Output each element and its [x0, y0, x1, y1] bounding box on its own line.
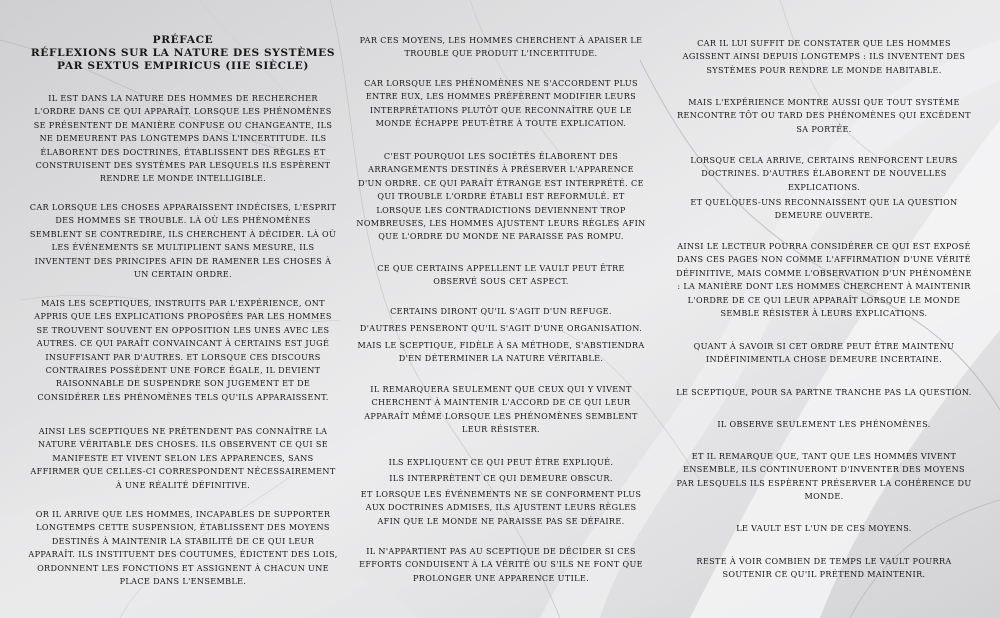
paragraph: ET LORSQUE LES ÉVÉNEMENTS NE SE CONFORMENT PLUS AUX DOCTRINES ADMISES, ILS AJUSTENT LEURS RÈGLES AFIN QUE LE MONDE NE PARAISSE PAS SE DÉFAIRE.	[360, 489, 642, 526]
paragraph: AINSI LES SCEPTIQUES NE PRÉTENDENT PAS CONNAÎTRE LA NATURE VÉRITABLE DES CHOSES. ILS OBSERVENT CE QUI SE MANIFESTE ET VIVENT SELON LES APPARENCES, SANS AFFIRMER QUE CELLES-CI CORRESPONDENT NÉCESSAIREMENT À UNE RÉALITÉ DÉFINITIVE.	[30, 426, 336, 490]
paragraph: CERTAINS DIRONT QU'IL S'AGIT D'UN REFUGE.	[390, 306, 612, 316]
paragraph: ILS INTERPRÈTENT CE QUI DEMEURE OBSCUR.	[389, 473, 613, 483]
paragraph: ILS EXPLIQUENT CE QUI PEUT ÊTRE EXPLIQUÉ.	[388, 457, 614, 467]
paragraph: IL N'APPARTIENT PAS AU SCEPTIQUE DE DÉCIDER SI CES EFFORTS CONDUISENT À LA VÉRITÉ OU S'ILS NE FONT QUE PROLONGER UNE APPARENCE UTILE.	[359, 546, 643, 583]
paragraph: ET QUELQUES-UNS RECONNAISSENT QUE LA QUESTION DEMEURE OUVERTE.	[690, 197, 958, 221]
preface-author-line: PAR SEXTUS EMPIRICUS (IIE SIÈCLE)	[57, 60, 309, 72]
paragraph: MAIS L'EXPÉRIENCE MONTRE AUSSI QUE TOUT SYSTÈME RENCONTRE TÔT OU TARD DES PHÉNOMÈNES QUI EXCÈDENT SA PORTÉE.	[677, 97, 971, 134]
paragraph: CAR IL LUI SUFFIT DE CONSTATER QUE LES HOMMES AGISSENT AINSI DEPUIS LONGTEMPS : ILS INVENTENT DES SYSTÈMES POUR RENDRE LE MONDE HABITABLE.	[682, 38, 966, 75]
paragraph: MAIS LE SCEPTIQUE, FIDÈLE À SA MÉTHODE, S'ABSTIENDRA D'EN DÉTERMINER LA NATURE VÉRITABLE.	[357, 340, 645, 364]
paragraph: CAR LORSQUE LES CHOSES APPARAISSENT INDÉCISES, L'ESPRIT DES HOMMES SE TROUBLE. LÀ OÙ LES PHÉNOMÈNES SEMBLENT SE CONTREDIRE, ILS CHERCHENT À DÉCIDER. LÀ OÙ LES ÉVÉNEMENTS SE MULTIPLIENT SANS MESURE, ILS INVENTENT DES PRINCIPES AFIN DE RAMENER LES CHOSES À UN CERTAIN ORDRE.	[29, 202, 337, 280]
paragraph: LE VAULT EST L'UN DE CES MOYENS.	[736, 523, 912, 533]
preface-heading: PRÉFACE	[152, 34, 214, 46]
preface-title-block	[28, 34, 338, 73]
paragraph: PAR CES MOYENS, LES HOMMES CHERCHENT À APAISER LE TROUBLE QUE PRODUIT L'INCERTITUDE.	[359, 35, 643, 59]
paragraph: LORSQUE CELA ARRIVE, CERTAINS RENFORCENT LEURS DOCTRINES. D'AUTRES ÉLABORENT DE NOUVELLES EXPLICATIONS.	[690, 155, 958, 192]
paragraph: D'AUTRES PENSERONT QU'IL S'AGIT D'UNE ORGANISATION.	[359, 323, 643, 333]
paragraph: QUANT À SAVOIR SI CET ORDRE PEUT ÊTRE MAINTENU INDÉFINIMENTLA CHOSE DEMEURE INCERTAINE.	[693, 341, 955, 365]
paragraph: AINSI LE LECTEUR POURRA CONSIDÉRER CE QUI EST EXPOSÉ DANS CES PAGES NON COMME L'AFFIRMATION D'UNE VÉRITÉ DÉFINITIVE, MAIS COMME L'OBSERVATION D'UN PHÉNOMÈNE : LA MANIÈRE DONT LES HOMMES CHERCHENT À MAINTENIR L'ORDRE DE CE QUI LEUR APPARAÎT LORSQUE LE MONDE SEMBLE RÉSISTER À LEURS EXPLICATIONS.	[676, 241, 972, 319]
paragraph: ET IL REMARQUE QUE, TANT QUE LES HOMMES VIVENT ENSEMBLE, ILS CONTINUERONT D'INVENTER DES MOYENS PAR LESQUELS ILS ESPÈRENT PRÉSERVER LA COHÉRENCE DU MONDE.	[676, 451, 972, 502]
paragraph: RESTE À VOIR COMBIEN DE TEMPS LE VAULT POURRA SOUTENIR CE QU'IL PRÉTEND MAINTENIR.	[696, 556, 952, 580]
paragraph: IL OBSERVE SEULEMENT LES PHÉNOMÈNES.	[717, 419, 931, 429]
paragraph: IL EST DANS LA NATURE DES HOMMES DE RECHERCHER L'ORDRE DANS CE QUI APPARAÎT. LORSQUE LES PHÉNOMÈNES SE PRÉSENTENT DE MANIÈRE CONFUSE OU CHANGEANTE, ILS NE DEMEURENT PAS LONGTEMPS DANS L'INCERTITUDE. ILS ÉLABORENT DES DOCTRINES, ÉTABLISSENT DES RÈGLES ET CONSTRUISENT DES SYSTÈMES PAR LESQUELS ILS ESPÈRENT RENDRE LE MONDE INTELLIGIBLE.	[33, 93, 333, 184]
paragraph: CAR LORSQUE LES PHÉNOMÈNES NE S'ACCORDENT PLUS ENTRE EUX, LES HOMMES PRÉFÈRENT MODIFIER LEURS INTERPRÉTATIONS PLUTÔT QUE RECONNAÎTRE QUE LE MONDE ÉCHAPPE PEUT-ÊTRE À TOUTE EXPLICATION.	[364, 78, 638, 129]
paragraph: CE QUE CERTAINS APPELLENT LE VAULT PEUT ÊTRE OBSERVÉ SOUS CET ASPECT.	[377, 263, 625, 287]
paragraph: OR IL ARRIVE QUE LES HOMMES, INCAPABLES DE SUPPORTER LONGTEMPS CETTE SUSPENSION, ÉTABLISSENT DES MOYENS DESTINÉS À MAINTENIR LA STABILITÉ DE CE QUI LEUR APPARAÎT. ILS INSTITUENT DES COUTUMES, ÉDICTENT DES LOIS, ORDONNENT LES FONCTIONS ET ASSIGNENT À CHACUN UNE PLACE DANS L'ENSEMBLE.	[28, 509, 338, 587]
paragraph: LE SCEPTIQUE, POUR SA PARTNE TRANCHE PAS LA QUESTION.	[676, 387, 972, 397]
paragraph: IL REMARQUERA SEULEMENT QUE CEUX QUI Y VIVENT CHERCHENT À MAINTENIR L'ACCORD DE CE QUI LEUR APPARAÎT MÊME LORSQUE LES PHÉNOMÈNES SEMBLENT LEUR RÉSISTER.	[364, 384, 638, 435]
paragraph: MAIS LES SCEPTIQUES, INSTRUITS PAR L'EXPÉRIENCE, ONT APPRIS QUE LES EXPLICATIONS PROPOSÉES PAR LES HOMMES SE TROUVENT SOUVENT EN OPPOSITION LES UNES AVEC LES AUTRES. CE QUI PARAÎT CONVAINCANT À CERTAINS EST JUGÉ INSUFFISANT PAR D'AUTRES. ET LORSQUE CES DISCOURS CONTRAIRES POSSÈDENT UNE FORCE ÉGALE, IL DEVIENT RAISONNABLE DE SUSPENDRE SON JUGEMENT ET DE CONSIDÉRER LES PHÉNOMÈNES TELS QU'ILS APPARAISSENT.	[34, 298, 332, 402]
preface-subtitle: RÉFLEXIONS SUR LA NATURE DES SYSTÈMES	[30, 47, 336, 59]
paragraph: C'EST POURQUOI LES SOCIÉTÉS ÉLABORENT DES ARRANGEMENTS DESTINÉS À PRÉSERVER L'APPARENCE D'UN ORDRE. CE QUI PARAÎT ÉTRANGE EST INTERPRÉTÉ. CE QUI TROUBLE L'ORDRE ÉTABLI EST REFORMULÉ. ET LORSQUE LES CONTRADICTIONS DEVIENNENT TROP NOMBREUSES, LES HOMMES AJUSTENT LEURS RÈGLES AFIN QUE L'ORDRE DU MONDE NE PARAISSE PAS ROMPU.	[356, 151, 646, 242]
